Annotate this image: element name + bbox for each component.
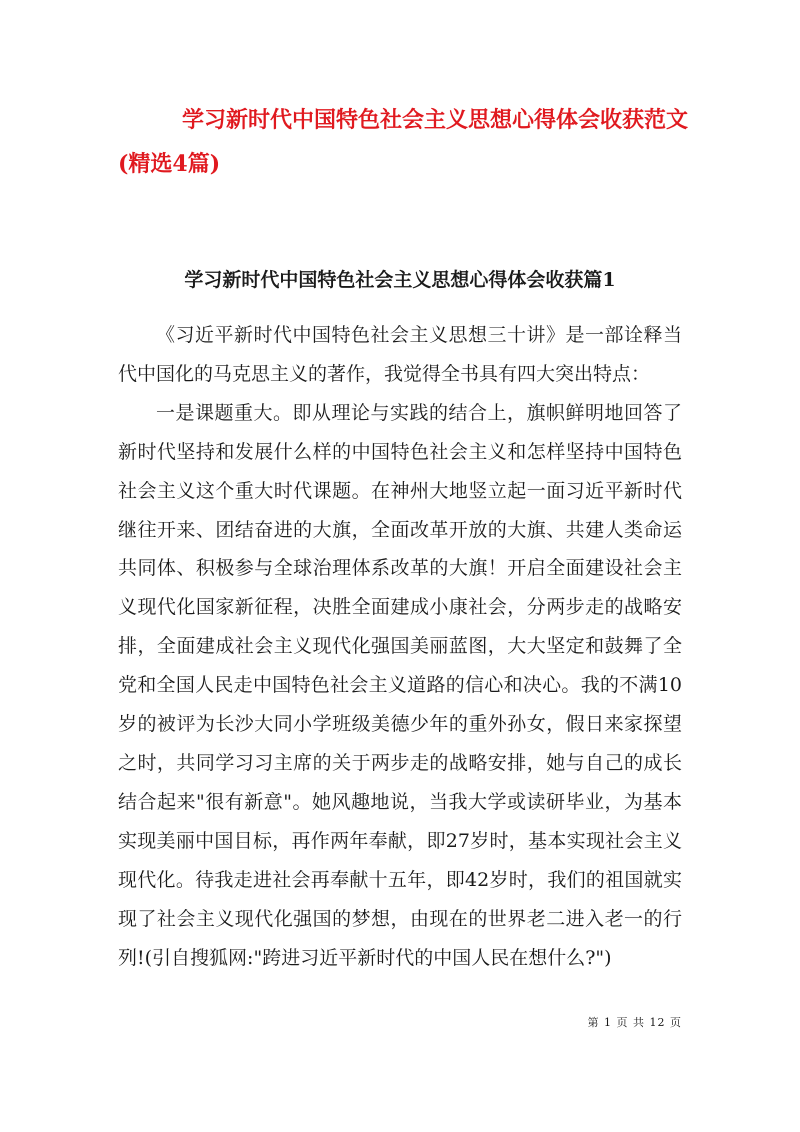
page-number-footer: 第 1 页 共 12 页: [587, 1016, 682, 1029]
paragraph-intro: 《习近平新时代中国特色社会主义思想三十讲》是一部诠释当代中国化的马克思主义的著作，我觉得全书具有四大突出特点：: [118, 324, 682, 385]
paragraph-main: 一是课题重大。即从理论与实践的结合上，旗帜鲜明地回答了新时代坚持和发展什么样的中国特色社会主义和怎样坚持中国特色社会主义这个重大时代课题。在神州大地竖立起一面习近平新时代继往开来、团结奋进的大旗，全面改革开放的大旗、共建人类命运共同体、积极参与全球治理体系改革的大旗！开启全面建设社会主义现代化国家新征程，决胜全面建成小康社会，分两步走的战略安排，全面建成社会主义现代化强国美丽蓝图，大大坚定和鼓舞了全党和全国人民走中国特色社会主义道路的信心和决心。我的不满10岁的被评为长沙大同小学班级美德少年的重外孙女，假日来家探望之时，共同学习习主席的关于两步走的战略安排，她与自己的成长结合起来"很有新意"。她风趣地说，当我大学或读研毕业，为基本实现美丽中国目标，再作两年奉献，即27岁时，基本实现社会主义现代化。待我走进社会再奉献十五年，即42岁时，我们的祖国就实现了社会主义现代化强国的梦想，由现在的世界老二进入老一的行列!(引自搜狐网:"跨进习近平新时代的中国人民在想什么?"): [118, 401, 682, 969]
document-body: [118, 316, 682, 977]
document-title: 学习新时代中国特色社会主义思想心得体会收获范文(精选4篇): [118, 107, 689, 177]
section-heading: 学习新时代中国特色社会主义思想心得体会收获篇1: [184, 269, 616, 291]
